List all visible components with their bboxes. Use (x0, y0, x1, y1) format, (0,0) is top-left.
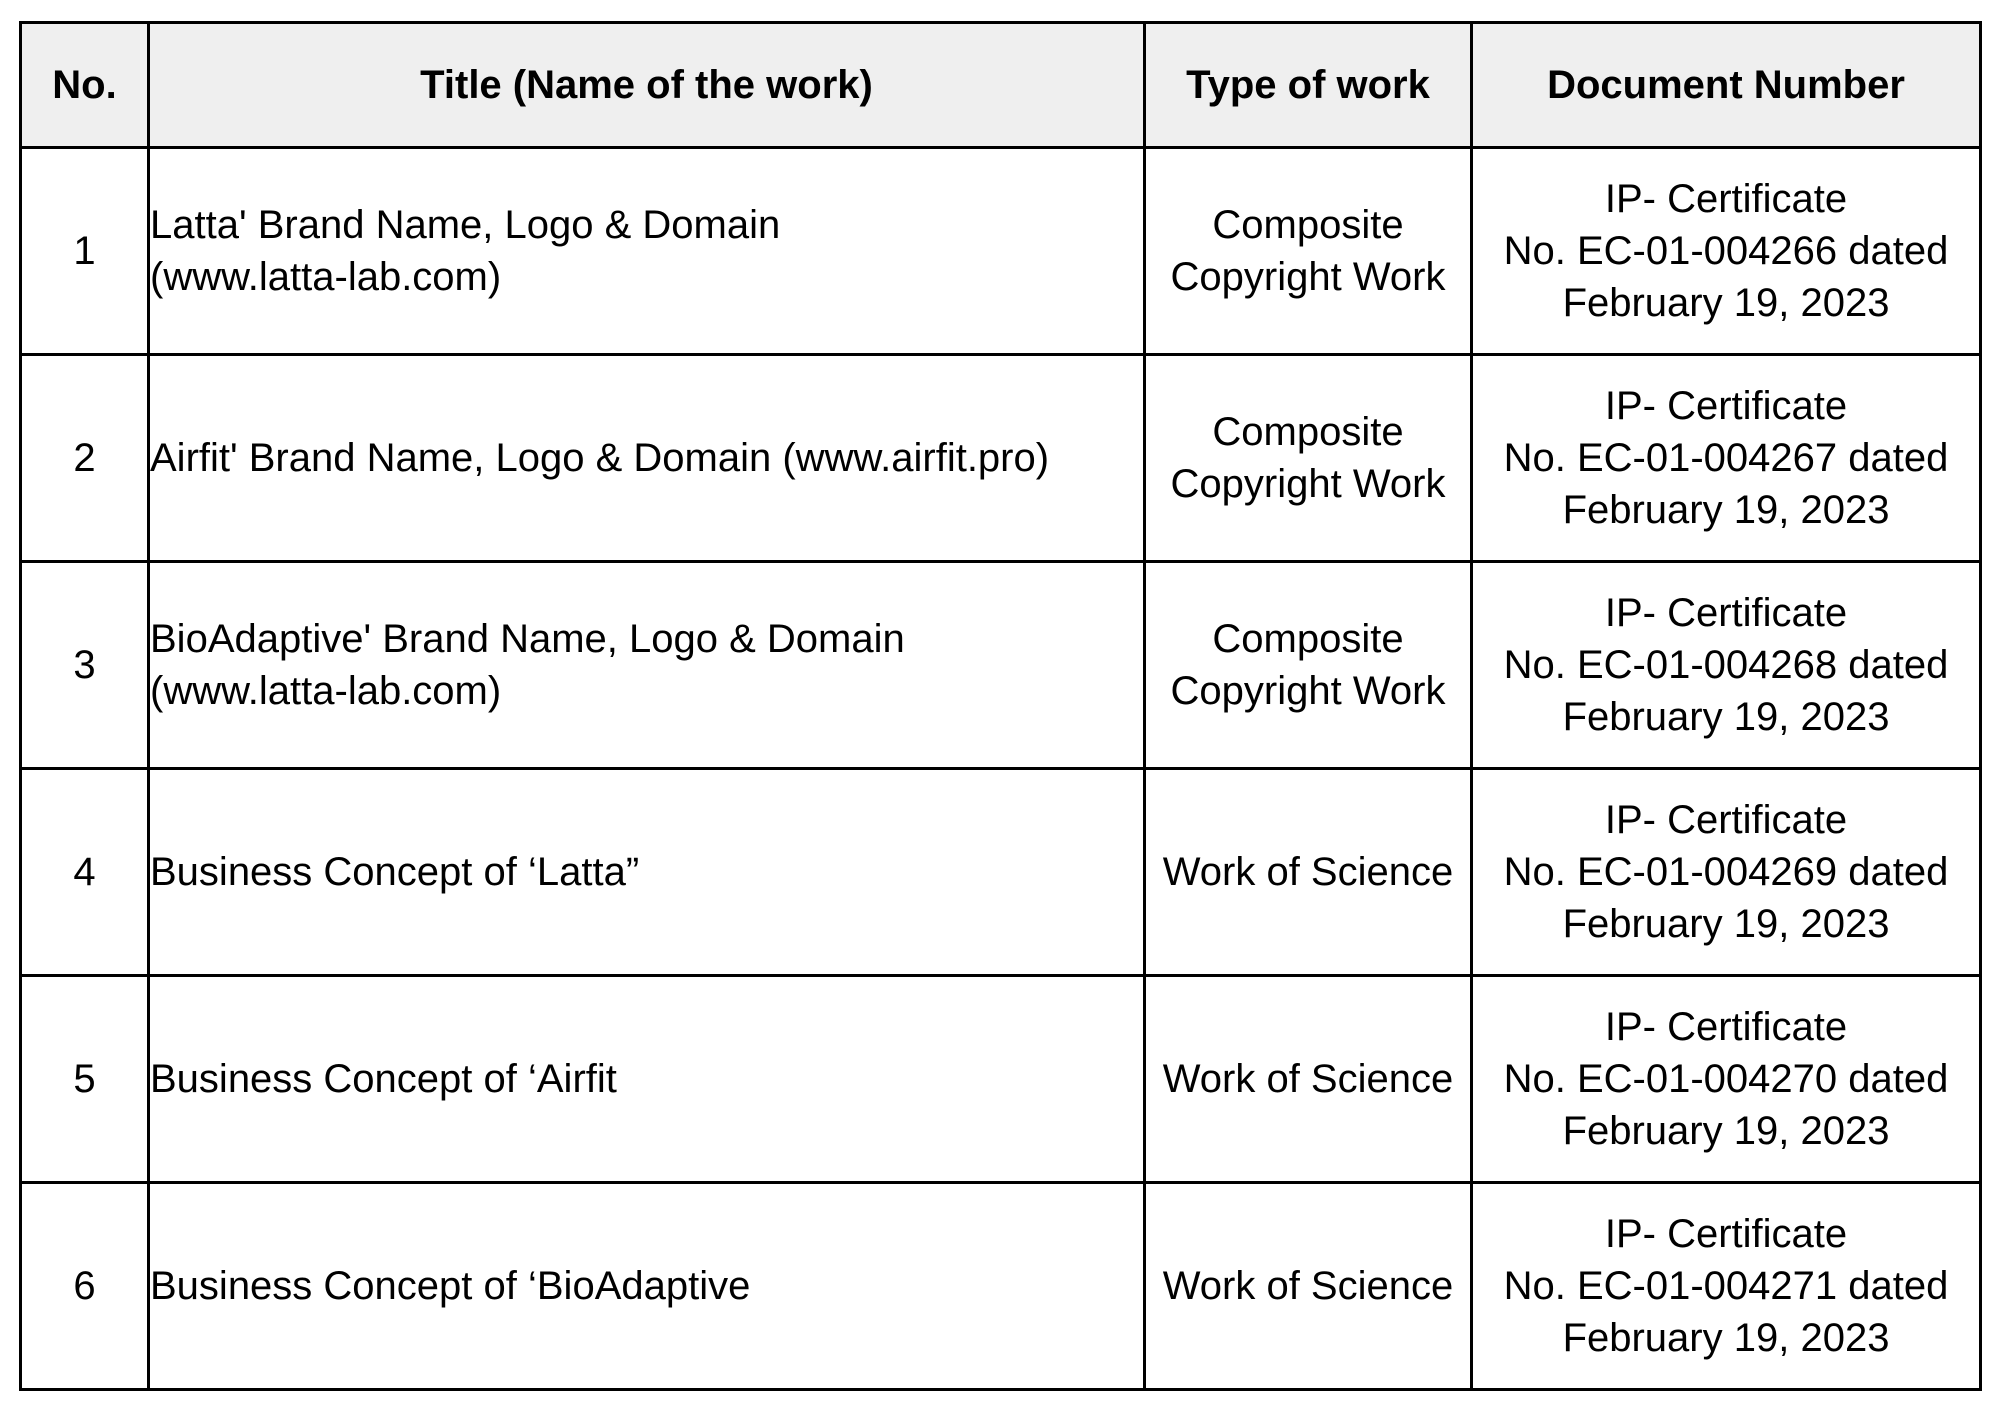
table-row (21, 562, 1981, 769)
cell-title-line: Business Concept of ‘Airfit (150, 1057, 617, 1101)
cell-type (1145, 769, 1472, 976)
cell-title (149, 148, 1145, 355)
ip-certificate-table (19, 21, 1982, 1391)
cell-document-number-line: February 19, 2023 (1562, 902, 1890, 946)
table-body (21, 148, 1981, 1390)
cell-type-line: Work of Science (1162, 850, 1454, 894)
cell-no: 1 (21, 148, 149, 355)
cell-no: 3 (21, 562, 149, 769)
cell-type (1145, 562, 1472, 769)
cell-title (149, 769, 1145, 976)
cell-document-number-line: IP- Certificate (1604, 1005, 1848, 1049)
cell-document-number-line: February 19, 2023 (1562, 1109, 1890, 1153)
cell-type-line: Work of Science (1162, 1057, 1454, 1101)
cell-document-number-line: IP- Certificate (1604, 591, 1848, 635)
cell-title-line: BioAdaptive' Brand Name, Logo & Domain (150, 617, 905, 661)
cell-title-line: (www.latta-lab.com) (150, 669, 502, 713)
cell-type-line: Composite (1212, 203, 1404, 247)
cell-no: 6 (21, 1183, 149, 1390)
cell-document-number (1472, 976, 1981, 1183)
cell-type (1145, 148, 1472, 355)
cell-document-number-line: February 19, 2023 (1562, 695, 1890, 739)
table-row (21, 148, 1981, 355)
cell-no: 2 (21, 355, 149, 562)
cell-no: 4 (21, 769, 149, 976)
cell-document-number-line: February 19, 2023 (1562, 1316, 1890, 1360)
cell-document-number-line: February 19, 2023 (1562, 488, 1890, 532)
cell-title-line: Business Concept of ‘Latta” (150, 850, 640, 894)
cell-type-line: Copyright Work (1170, 462, 1446, 506)
cell-type (1145, 355, 1472, 562)
cell-type-line: Copyright Work (1170, 255, 1446, 299)
cell-document-number-line: February 19, 2023 (1562, 281, 1890, 325)
cell-title (149, 355, 1145, 562)
cell-type-line: Copyright Work (1170, 669, 1446, 713)
cell-document-number-line: No. EC-01-004270 dated (1503, 1057, 1949, 1101)
cell-title-line: Airfit' Brand Name, Logo & Domain (www.airfit.pro) (150, 436, 1050, 480)
table-row (21, 1183, 1981, 1390)
cell-document-number-line: IP- Certificate (1604, 384, 1848, 428)
header-title: Title (Name of the work) (149, 23, 1145, 148)
header-document-number: Document Number (1472, 23, 1981, 148)
cell-document-number-line: No. EC-01-004271 dated (1503, 1264, 1949, 1308)
cell-no: 5 (21, 976, 149, 1183)
cell-type (1145, 1183, 1472, 1390)
cell-type (1145, 976, 1472, 1183)
cell-title (149, 562, 1145, 769)
cell-type-line: Composite (1212, 617, 1404, 661)
cell-document-number-line: IP- Certificate (1604, 798, 1848, 842)
cell-type-line: Work of Science (1162, 1264, 1454, 1308)
header-type: Type of work (1145, 23, 1472, 148)
cell-document-number-line: IP- Certificate (1604, 177, 1848, 221)
cell-title-line: Latta' Brand Name, Logo & Domain (150, 203, 781, 247)
cell-document-number-line: No. EC-01-004269 dated (1503, 850, 1949, 894)
table-row (21, 355, 1981, 562)
cell-document-number (1472, 355, 1981, 562)
cell-title (149, 976, 1145, 1183)
cell-document-number (1472, 1183, 1981, 1390)
table-row (21, 769, 1981, 976)
cell-document-number (1472, 769, 1981, 976)
cell-title (149, 1183, 1145, 1390)
cell-type-line: Composite (1212, 410, 1404, 454)
cell-document-number-line: No. EC-01-004267 dated (1503, 436, 1949, 480)
cell-document-number (1472, 562, 1981, 769)
table-header (21, 23, 1981, 148)
header-row (21, 23, 1981, 148)
cell-document-number (1472, 148, 1981, 355)
cell-document-number-line: No. EC-01-004268 dated (1503, 643, 1949, 687)
cell-title-line: Business Concept of ‘BioAdaptive (150, 1264, 751, 1308)
table-row (21, 976, 1981, 1183)
cell-document-number-line: No. EC-01-004266 dated (1503, 229, 1949, 273)
cell-title-line: (www.latta-lab.com) (150, 255, 502, 299)
header-no: No. (21, 23, 149, 148)
cell-document-number-line: IP- Certificate (1604, 1212, 1848, 1256)
